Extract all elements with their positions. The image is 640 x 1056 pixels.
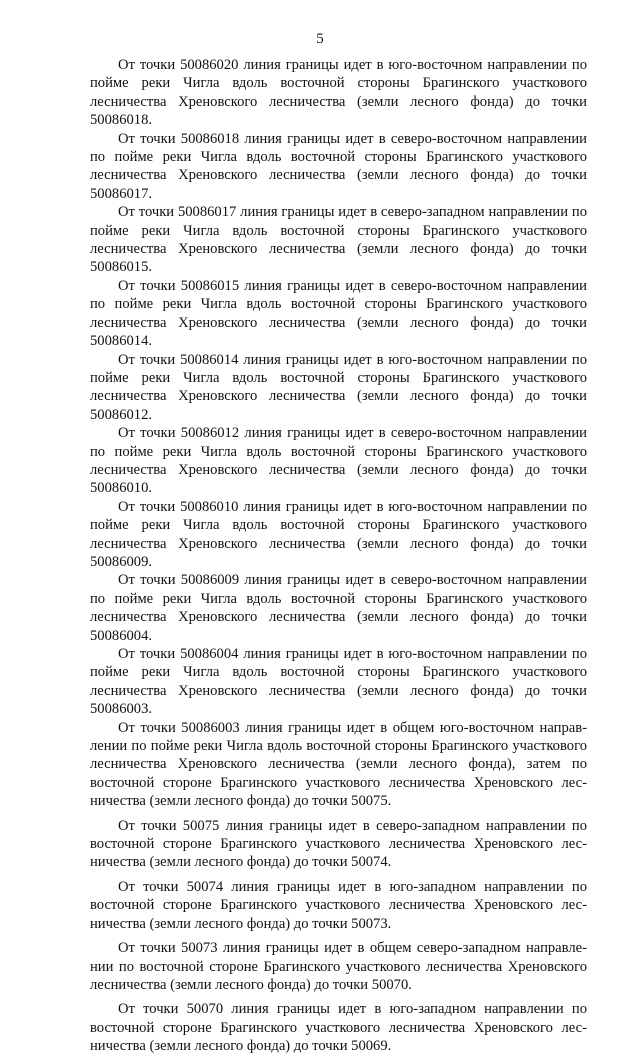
paragraph: От точки 50086010 линия границы идет в юго-восточном направлении по пойме реки Чигла вдоль восточной стороны Брагинского участкового лесничества Хреновского лесничества (земли лесного фонда) до точки 50086009. [90, 498, 587, 570]
paragraph: От точки 50086015 линия границы идет в северо-восточном направлении по пойме реки Чигла вдоль восточной стороны Брагинского участкового лесничества Хреновского лесничества (земли лесного фонда) до точки 50086014. [90, 277, 587, 350]
document-body [90, 56, 587, 1056]
paragraph: От точки 50086018 линия границы идет в северо-восточном направлении по пойме реки Чигла вдоль восточной стороны Брагинского участкового лесничества Хреновского лесничества (земли лесного фонда) до точки 50086017. [90, 130, 587, 202]
page-number: 5 [316, 31, 324, 47]
paragraph: От точки 50086009 линия границы идет в северо-восточном направлении по пойме реки Чигла вдоль восточной стороны Брагинского участкового лесничества Хреновского лесничества (земли лесного фонда) до точки 50086004. [90, 572, 587, 644]
paragraph: От точки 50086004 линия границы идет в юго-восточном направлении по пойме реки Чигла вдоль восточной стороны Брагинского участкового лесничества Хреновского лесничества (земли лесного фонда) до точки 50086003. [90, 646, 587, 718]
paragraph: От точки 50086014 линия границы идет в юго-восточном направлении по пойме реки Чигла вдоль восточной стороны Брагинского участкового лесничества Хреновского лесничества (земли лесного фонда) до точки 50086012. [90, 351, 587, 423]
paragraph: От точки 50086003 линия границы идет в общем юго-восточном направлении по пойме реки Чигла вдоль восточной стороны Брагинского участкового лесничества Хреновского лесничества (земли лесного фонда), затем по восточной стороне Брагинского участкового лесничества Хреновского лесничества (земли лесного фонда) до точки 50075. [90, 719, 587, 810]
paragraph: От точки 50070 линия границы идет в юго-западном направлении по восточной стороне Брагинского участкового лесничества Хреновского лесничества (земли лесного фонда) до точки 50069. [90, 1001, 587, 1055]
paragraph: От точки 50075 линия границы идет в северо-западном направлении по восточной стороне Брагинского участкового лесничества Хреновского лесничества (земли лесного фонда) до точки 50074. [90, 817, 587, 871]
paragraph: От точки 50086020 линия границы идет в юго-восточном направлении по пойме реки Чигла вдоль восточной стороны Брагинского участкового лесничества Хреновского лесничества (земли лесного фонда) до точки 50086018. [90, 57, 587, 129]
paragraph: От точки 50086012 линия границы идет в северо-восточном направлении по пойме реки Чигла вдоль восточной стороны Брагинского участкового лесничества Хреновского лесничества (земли лесного фонда) до точки 50086010. [90, 425, 587, 497]
paragraph: От точки 50074 линия границы идет в юго-западном направлении по восточной стороне Брагинского участкового лесничества Хреновского лесничества (земли лесного фонда) до точки 50073. [90, 878, 587, 932]
paragraph: От точки 50073 линия границы идет в общем северо-западном направлении по восточной стороне Брагинского участкового лесничества Хреновского лесничества (земли лесного фонда) до точки 50070. [90, 940, 587, 993]
paragraph: От точки 50086017 линия границы идет в северо-западном направлении по пойме реки Чигла вдоль восточной стороны Брагинского участкового лесничества Хреновского лесничества (земли лесного фонда) до точки 50086015. [90, 204, 587, 276]
